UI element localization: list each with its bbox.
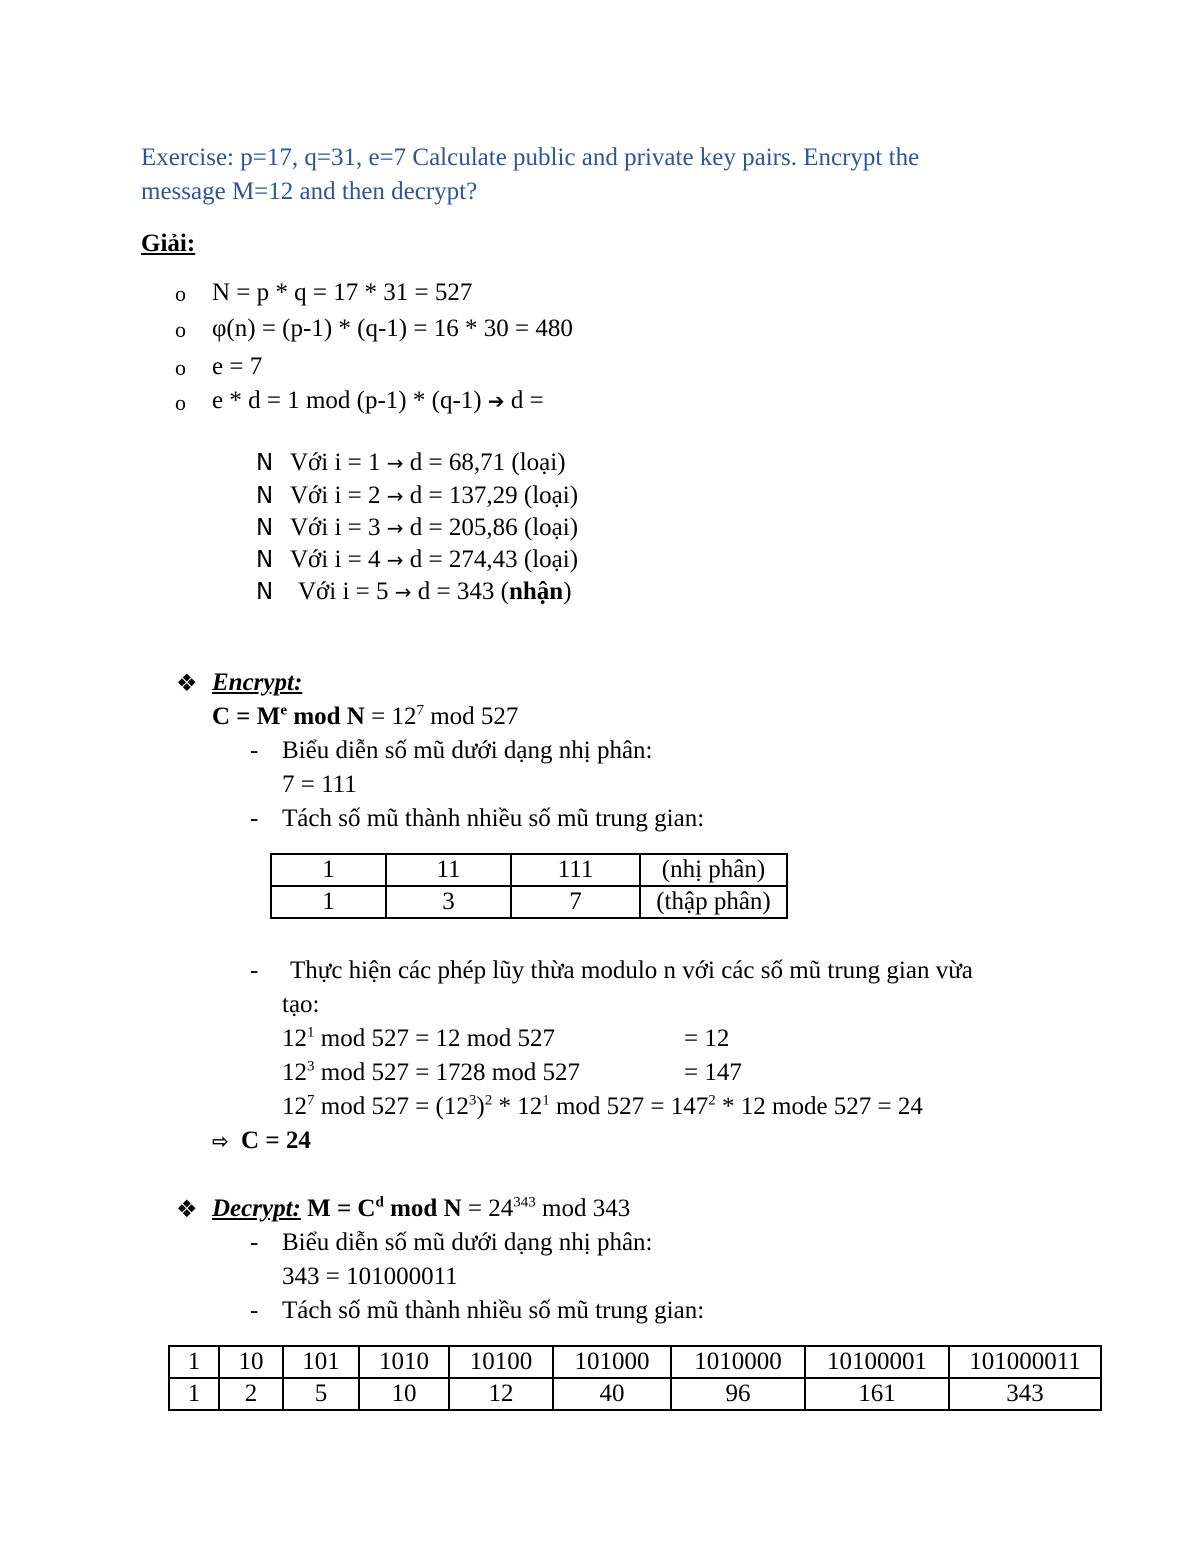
exercise-title-line2: message M=12 and then decrypt? [141,178,478,205]
exercise-title-line1: Exercise: p=17, q=31, e=7 Calculate public and private key pairs. Encrypt the [141,144,920,171]
n-marker-icon: N [256,450,274,476]
calc-part: 12 [282,1025,307,1052]
iteration-lead: Với i = 1 [290,449,381,476]
bullet-ed-text: e * d = 1 mod (p-1) * (q-1) [212,387,482,414]
solve-heading: Giải: [141,230,196,257]
decrypt-exponent-table [168,1345,1102,1411]
dash-bullet: - [250,1229,259,1256]
encrypt-step2: Tách số mũ thành nhiều số mũ trung gian: [282,805,705,832]
iteration-1 [290,448,566,478]
table-cell: 10100001 [805,1346,949,1378]
accepted-label: nhận [508,578,564,605]
bullet-ed-tail: d = [510,387,544,414]
bullet-marker: o [175,317,186,342]
table-cell: 101000011 [949,1346,1101,1378]
table-cell: 111 [511,854,640,886]
table-row [271,854,787,886]
formula-part: mod N [383,1195,462,1222]
table-cell: 2 [219,1378,283,1410]
table-cell: 11 [386,854,511,886]
table-cell: 161 [805,1378,949,1410]
encrypt-title: Encrypt: [212,669,303,696]
arrow-icon: ➔ [487,389,505,413]
table-cell: 40 [553,1378,671,1410]
encrypt-step1: Biểu diễn số mũ dưới dạng nhị phân: [282,737,653,764]
formula-sup: e [280,702,288,719]
calc-part: mod 527 = 1728 mod 527 [314,1059,580,1086]
formula-part: C = M [212,703,281,730]
iteration-result: d = 343 ( [417,578,509,605]
decrypt-heading [212,1194,630,1224]
n-marker-icon: N [256,547,274,573]
iteration-4 [290,545,578,575]
encrypt-formula [212,702,518,732]
bullet-e: e = 7 [212,353,263,380]
iteration-lead: Với i = 5 [298,578,389,605]
encrypt-step3-line2: tạo: [282,991,320,1018]
decrypt-step1: Biểu diễn số mũ dưới dạng nhị phân: [282,1229,653,1256]
calc-line-1 [282,1024,555,1054]
calc-part: 12 [282,1059,307,1086]
table-cell: 12 [449,1378,553,1410]
bullet-marker: o [175,355,186,380]
arrow-icon: → [386,516,404,540]
table-cell: 1010000 [671,1346,805,1378]
double-arrow-icon: ⇨ [212,1129,229,1153]
table-cell: 1 [169,1378,219,1410]
n-marker-icon: N [256,579,274,605]
bullet-ed [212,386,544,416]
table-cell: 101 [283,1346,359,1378]
iteration-result: d = 68,71 (loại) [409,449,566,476]
formula-sup: 343 [513,1194,536,1211]
table-cell: 96 [671,1378,805,1410]
bullet-marker: o [175,281,186,306]
table-cell: 3 [386,886,511,918]
table-cell: 343 [949,1378,1101,1410]
calc-result-1: = 12 [684,1025,730,1052]
calc-result-2: = 147 [684,1059,742,1086]
diamond-bullet-icon: ❖ [176,1195,198,1223]
encrypt-binary: 7 = 111 [282,771,357,798]
iteration-lead: Với i = 4 [290,546,381,573]
dash-bullet: - [250,805,259,832]
iteration-result: d = 274,43 (loại) [409,546,579,573]
arrow-icon: → [386,548,404,572]
iteration-3 [290,513,578,543]
bullet-marker: o [175,390,186,415]
arrow-icon: → [394,580,412,604]
iteration-2 [290,481,578,511]
iteration-5 [298,577,572,607]
iteration-lead: Với i = 2 [290,482,381,509]
table-cell: (thập phân) [640,886,787,918]
calc-line-3: $12^7$ mod $527 = (12^3)^2 * 12^1$ mod $527 = 147^2 * 12$ mode 527 = 24 [282,1092,923,1120]
table-cell: 5 [283,1378,359,1410]
dash-bullet: - [250,737,259,764]
formula-part: = 12 [364,703,417,730]
table-cell: 10 [219,1346,283,1378]
table-cell: 1 [271,886,386,918]
calc-line-2 [282,1058,580,1088]
formula-part: M = C [307,1195,376,1222]
dash-bullet: - [250,957,259,984]
formula-sup: 7 [416,702,424,719]
decrypt-binary: 343 = 101000011 [282,1263,458,1290]
table-cell: 1 [271,854,386,886]
encrypt-result [212,1126,311,1156]
iteration-result: d = 137,29 (loại) [409,482,579,509]
calc-sup: 1 [307,1024,315,1041]
result-text: C = 24 [241,1127,311,1154]
formula-part: = 24 [461,1195,514,1222]
formula-part: mod 343 [535,1195,631,1222]
diamond-bullet-icon: ❖ [176,669,198,697]
iteration-result: d = 205,86 (loại) [409,514,579,541]
formula-part: mod 527 [423,703,519,730]
table-cell: (nhị phân) [640,854,787,886]
n-marker-icon: N [256,483,274,509]
dash-bullet: - [250,1297,259,1324]
n-marker-icon: N [256,515,274,541]
bullet-n: N = p * q = 17 * 31 = 527 [212,279,473,306]
close-paren: ) [563,578,572,605]
formula-part: mod N [287,703,365,730]
table-cell: 1010 [359,1346,449,1378]
table-cell: 7 [511,886,640,918]
table-cell: 101000 [553,1346,671,1378]
arrow-icon: → [386,451,404,475]
table-cell: 10 [359,1378,449,1410]
encrypt-step3-line1: Thực hiện các phép lũy thừa modulo n với các số mũ trung gian vừa [290,957,973,984]
iteration-lead: Với i = 3 [290,514,381,541]
table-row [169,1378,1101,1410]
decrypt-step2: Tách số mũ thành nhiều số mũ trung gian: [282,1297,705,1324]
arrow-icon: → [386,484,404,508]
table-row [169,1346,1101,1378]
decrypt-title: Decrypt: [212,1195,301,1222]
table-cell: 10100 [449,1346,553,1378]
formula-sup: d [375,1194,384,1211]
encrypt-exponent-table [270,853,788,919]
table-cell: 1 [169,1346,219,1378]
table-row [271,886,787,918]
bullet-phi: φ(n) = (p-1) * (q-1) = 16 * 30 = 480 [212,315,573,342]
calc-sup: 3 [307,1058,315,1075]
calc-part: mod 527 = 12 mod 527 [314,1025,555,1052]
